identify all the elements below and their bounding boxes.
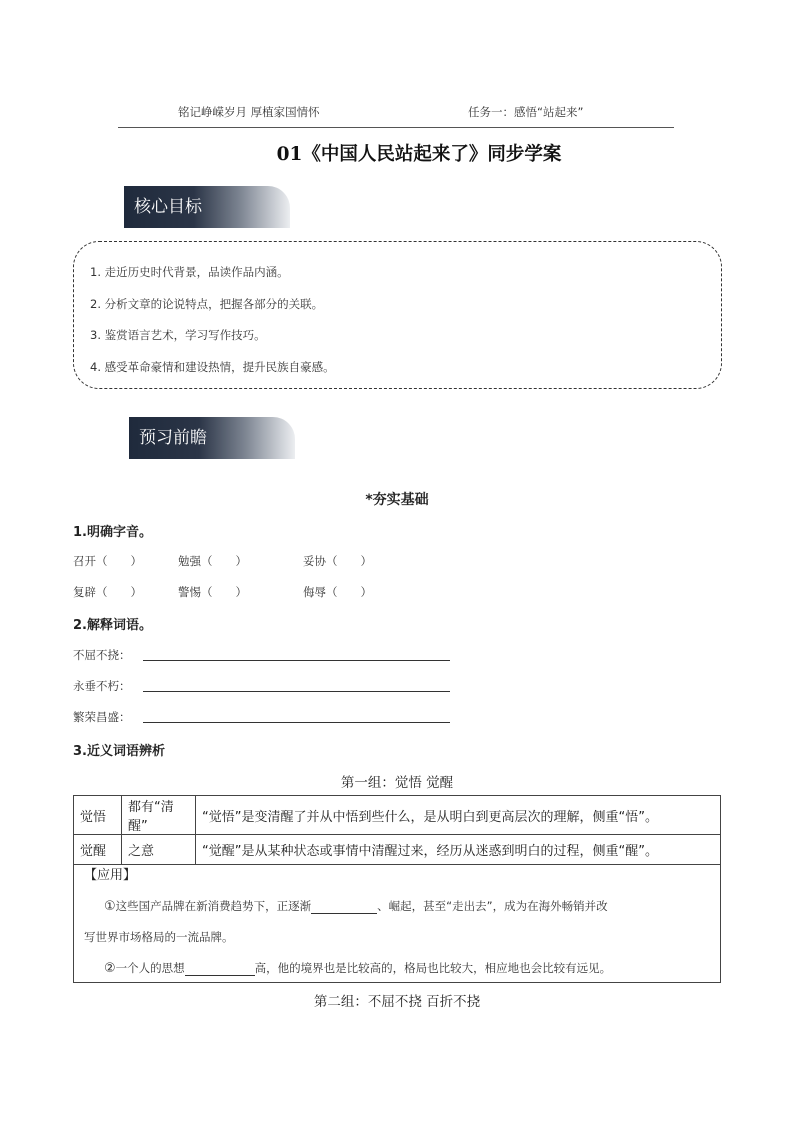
goal-item: 1. 走近历史时代背景，品读作品内涵。 bbox=[90, 265, 289, 279]
question-1-label: 1.明确字音。 bbox=[73, 525, 152, 540]
goal-item: 4. 感受革命豪情和建设热情，提升民族自豪感。 bbox=[90, 360, 335, 374]
pinyin-item: 勉强（ ） bbox=[178, 554, 247, 568]
application-item-1 bbox=[104, 898, 608, 914]
application-item-2 bbox=[104, 960, 611, 976]
word-cell: 觉醒 bbox=[74, 835, 122, 865]
header-left-text: 铭记峥嵘岁月 厚植家国情怀 bbox=[178, 105, 320, 119]
item-text: 一个人的思想 bbox=[115, 961, 185, 975]
item-number: ① bbox=[104, 899, 116, 914]
goal-item: 2. 分析文章的论说特点，把握各部分的关联。 bbox=[90, 297, 324, 311]
sub-heading: *夯实基础 bbox=[365, 492, 429, 508]
answer-line[interactable] bbox=[143, 691, 450, 692]
header-divider bbox=[118, 127, 674, 128]
explain-cell: “觉悟”是变清醒了并从中悟到些什么，是从明白到更高层次的理解，侧重“悟”。 bbox=[196, 796, 721, 835]
header-right-text: 任务一：感悟“站起来” bbox=[468, 105, 584, 119]
term-label: 不屈不挠： bbox=[73, 648, 131, 662]
explain-cell: “觉醒”是从某种状态或事情中清醒过来，经历从迷惑到明白的过程，侧重“醒”。 bbox=[196, 835, 721, 865]
term-label: 繁荣昌盛： bbox=[73, 710, 131, 724]
question-2-label: 2.解释词语。 bbox=[73, 618, 152, 633]
synonym-table bbox=[73, 795, 721, 865]
common-cell: 之意 bbox=[122, 835, 196, 865]
section-banner-preview: 预习前瞻 bbox=[129, 417, 295, 459]
item-text: 高，他的境界也是比较高的，格局也比较大，相应地也会比较有远见。 bbox=[254, 961, 612, 975]
application-item-1-cont: 写世界市场格局的一流品牌。 bbox=[84, 930, 234, 944]
item-text: 这些国产品牌在新消费趋势下，正逐渐 bbox=[115, 899, 312, 913]
pinyin-item: 妥协（ ） bbox=[303, 554, 372, 568]
pinyin-item: 召开（ ） bbox=[73, 554, 142, 568]
common-cell: 都有“清醒” bbox=[122, 796, 196, 835]
answer-line[interactable] bbox=[143, 660, 450, 661]
term-label: 永垂不朽： bbox=[73, 679, 131, 693]
question-3-label: 3.近义词语辨析 bbox=[73, 744, 165, 759]
pinyin-item: 警惕（ ） bbox=[178, 585, 247, 599]
fill-blank[interactable] bbox=[185, 961, 255, 976]
word-cell: 觉悟 bbox=[74, 796, 122, 835]
application-label: 【应用】 bbox=[84, 868, 137, 883]
group-2-caption: 第二组：不屈不挠 百折不挠 bbox=[313, 994, 481, 1010]
item-text: 、崛起，甚至“走出去”，成为在海外畅销并改 bbox=[377, 899, 608, 913]
group-1-caption: 第一组：觉悟 觉醒 bbox=[340, 775, 454, 791]
fill-blank[interactable] bbox=[311, 899, 377, 914]
item-number: ② bbox=[104, 961, 116, 976]
page-title: 01《中国人民站起来了》同步学案 bbox=[276, 144, 562, 165]
pinyin-item: 复辟（ ） bbox=[73, 585, 142, 599]
section-banner-core-goals: 核心目标 bbox=[124, 186, 290, 228]
goal-item: 3. 鉴赏语言艺术，学习写作技巧。 bbox=[90, 328, 266, 342]
table-row bbox=[74, 796, 721, 835]
pinyin-item: 侮辱（ ） bbox=[303, 585, 372, 599]
answer-line[interactable] bbox=[143, 722, 450, 723]
